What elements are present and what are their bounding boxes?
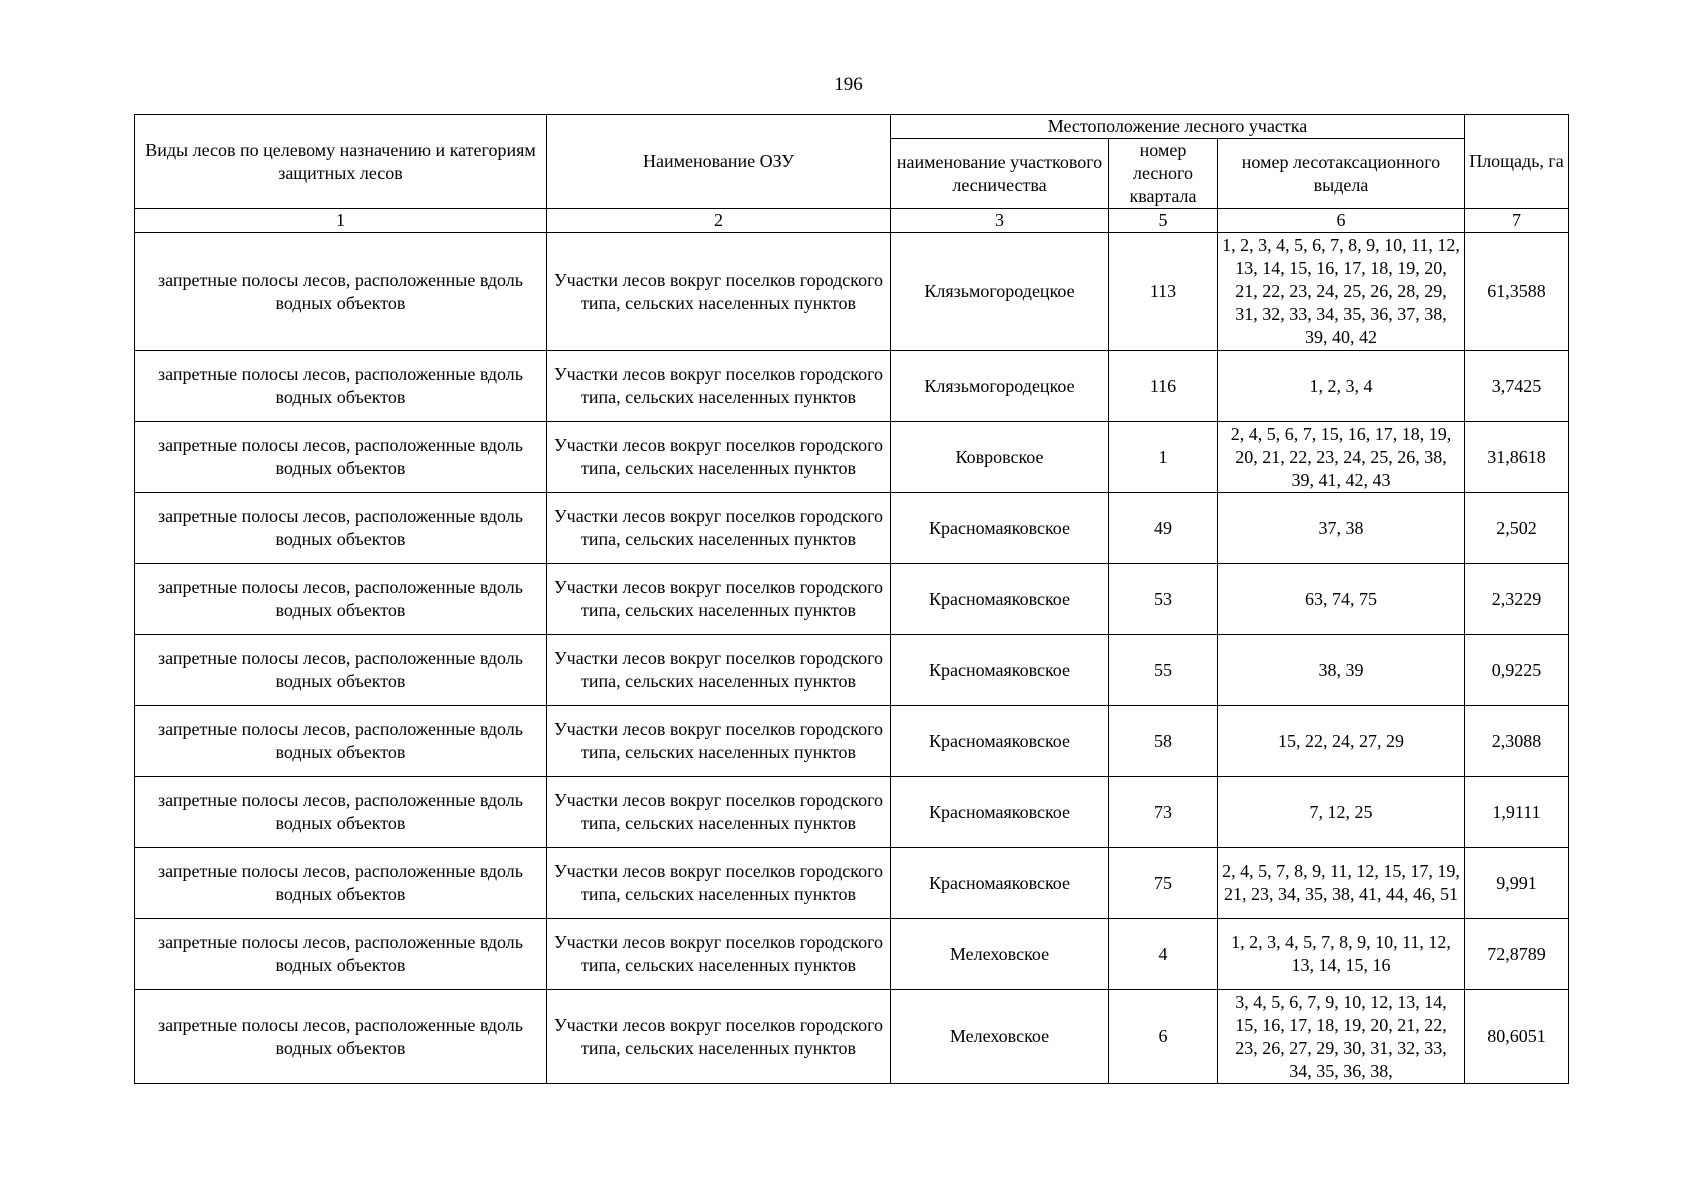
ozu-name-cell: Участки лесов вокруг поселков городского типа, сельских населенных пунктов <box>547 990 891 1084</box>
forestry-cell: Красномаяковское <box>891 848 1109 919</box>
allotments-cell: 1, 2, 3, 4, 5, 6, 7, 8, 9, 10, 11, 12, 13, 14, 15, 16, 17, 18, 19, 20, 21, 22, 23, 24, 25, 26, 28, 29, 31, 32, 33, 34, 35, 36, 37, 38, 39, 40, 42 <box>1218 233 1465 351</box>
forestry-cell: Красномаяковское <box>891 777 1109 848</box>
header-ozu-name: Наименование ОЗУ <box>547 115 891 209</box>
allotments-cell: 1, 2, 3, 4, 5, 7, 8, 9, 10, 11, 12, 13, 14, 15, 16 <box>1218 919 1465 990</box>
ozu-name-cell: Участки лесов вокруг поселков городского типа, сельских населенных пунктов <box>547 706 891 777</box>
column-number: 3 <box>891 209 1109 233</box>
page-number: 196 <box>834 74 863 95</box>
forest-kind-cell: запретные полосы лесов, расположенные вдоль водных объектов <box>135 351 547 422</box>
table-row <box>135 233 1569 351</box>
ozu-name-cell: Участки лесов вокруг поселков городского типа, сельских населенных пунктов <box>547 351 891 422</box>
forest-kind-cell: запретные полосы лесов, расположенные вдоль водных объектов <box>135 990 547 1084</box>
table-row <box>135 351 1569 422</box>
forest-kind-cell: запретные полосы лесов, расположенные вдоль водных объектов <box>135 777 547 848</box>
allotments-cell: 1, 2, 3, 4 <box>1218 351 1465 422</box>
column-number: 6 <box>1218 209 1465 233</box>
forest-kind-cell: запретные полосы лесов, расположенные вдоль водных объектов <box>135 848 547 919</box>
area-cell: 9,991 <box>1465 848 1569 919</box>
allotments-cell: 3, 4, 5, 6, 7, 9, 10, 12, 13, 14, 15, 16, 17, 18, 19, 20, 21, 22, 23, 26, 27, 29, 30, 31, 32, 33, 34, 35, 36, 38, <box>1218 990 1465 1084</box>
table-row <box>135 706 1569 777</box>
forestry-cell: Клязьмогородецкое <box>891 233 1109 351</box>
forestry-cell: Красномаяковское <box>891 564 1109 635</box>
header-area: Площадь, га <box>1465 115 1569 209</box>
quarter-cell: 53 <box>1109 564 1218 635</box>
header-location-group: Местоположение лесного участка <box>891 115 1465 139</box>
ozu-name-cell: Участки лесов вокруг поселков городского типа, сельских населенных пунктов <box>547 777 891 848</box>
area-cell: 0,9225 <box>1465 635 1569 706</box>
header-forestry-name: наименование участкового лесничества <box>891 139 1109 209</box>
allotments-cell: 63, 74, 75 <box>1218 564 1465 635</box>
ozu-name-cell: Участки лесов вокруг поселков городского типа, сельских населенных пунктов <box>547 564 891 635</box>
table-row <box>135 990 1569 1084</box>
header-forest-kind: Виды лесов по целевому назначению и категориям защитных лесов <box>135 115 547 209</box>
quarter-cell: 4 <box>1109 919 1218 990</box>
table-row <box>135 564 1569 635</box>
table-row <box>135 919 1569 990</box>
table-row <box>135 493 1569 564</box>
quarter-cell: 113 <box>1109 233 1218 351</box>
quarter-cell: 75 <box>1109 848 1218 919</box>
table-row <box>135 777 1569 848</box>
quarter-cell: 6 <box>1109 990 1218 1084</box>
ozu-name-cell: Участки лесов вокруг поселков городского типа, сельских населенных пунктов <box>547 635 891 706</box>
forest-kind-cell: запретные полосы лесов, расположенные вдоль водных объектов <box>135 919 547 990</box>
forestry-cell: Мелеховское <box>891 990 1109 1084</box>
column-number-row <box>135 209 1569 233</box>
forestry-cell: Мелеховское <box>891 919 1109 990</box>
allotments-cell: 38, 39 <box>1218 635 1465 706</box>
area-cell: 2,3088 <box>1465 706 1569 777</box>
column-number: 7 <box>1465 209 1569 233</box>
table-header <box>135 115 1569 233</box>
allotments-cell: 2, 4, 5, 6, 7, 15, 16, 17, 18, 19, 20, 21, 22, 23, 24, 25, 26, 38, 39, 41, 42, 43 <box>1218 422 1465 493</box>
forest-kind-cell: запретные полосы лесов, расположенные вдоль водных объектов <box>135 706 547 777</box>
forestry-cell: Ковровское <box>891 422 1109 493</box>
area-cell: 61,3588 <box>1465 233 1569 351</box>
area-cell: 80,6051 <box>1465 990 1569 1084</box>
ozu-name-cell: Участки лесов вокруг поселков городского типа, сельских населенных пунктов <box>547 233 891 351</box>
forest-kind-cell: запретные полосы лесов, расположенные вдоль водных объектов <box>135 635 547 706</box>
allotments-cell: 7, 12, 25 <box>1218 777 1465 848</box>
column-number: 5 <box>1109 209 1218 233</box>
ozu-name-cell: Участки лесов вокруг поселков городского типа, сельских населенных пунктов <box>547 848 891 919</box>
quarter-cell: 49 <box>1109 493 1218 564</box>
area-cell: 31,8618 <box>1465 422 1569 493</box>
forestry-cell: Красномаяковское <box>891 635 1109 706</box>
header-allotment-number: номер лесотаксационного выдела <box>1218 139 1465 209</box>
allotments-cell: 37, 38 <box>1218 493 1465 564</box>
forestry-cell: Клязьмогородецкое <box>891 351 1109 422</box>
ozu-name-cell: Участки лесов вокруг поселков городского типа, сельских населенных пунктов <box>547 919 891 990</box>
forest-kind-cell: запретные полосы лесов, расположенные вдоль водных объектов <box>135 564 547 635</box>
forestry-cell: Красномаяковское <box>891 493 1109 564</box>
area-cell: 2,3229 <box>1465 564 1569 635</box>
forest-kind-cell: запретные полосы лесов, расположенные вдоль водных объектов <box>135 493 547 564</box>
area-cell: 72,8789 <box>1465 919 1569 990</box>
forest-kind-cell: запретные полосы лесов, расположенные вдоль водных объектов <box>135 422 547 493</box>
quarter-cell: 73 <box>1109 777 1218 848</box>
forestry-cell: Красномаяковское <box>891 706 1109 777</box>
table-row <box>135 848 1569 919</box>
quarter-cell: 1 <box>1109 422 1218 493</box>
area-cell: 2,502 <box>1465 493 1569 564</box>
ozu-name-cell: Участки лесов вокруг поселков городского типа, сельских населенных пунктов <box>547 493 891 564</box>
forest-kind-cell: запретные полосы лесов, расположенные вдоль водных объектов <box>135 233 547 351</box>
quarter-cell: 55 <box>1109 635 1218 706</box>
forest-plots-table <box>134 114 1569 1084</box>
column-number: 2 <box>547 209 891 233</box>
ozu-name-cell: Участки лесов вокруг поселков городского типа, сельских населенных пунктов <box>547 422 891 493</box>
allotments-cell: 15, 22, 24, 27, 29 <box>1218 706 1465 777</box>
allotments-cell: 2, 4, 5, 7, 8, 9, 11, 12, 15, 17, 19, 21, 23, 34, 35, 38, 41, 44, 46, 51 <box>1218 848 1465 919</box>
header-quarter-number: номер лесного квартала <box>1109 139 1218 209</box>
area-cell: 1,9111 <box>1465 777 1569 848</box>
table-row <box>135 635 1569 706</box>
quarter-cell: 58 <box>1109 706 1218 777</box>
column-number: 1 <box>135 209 547 233</box>
table-row <box>135 422 1569 493</box>
quarter-cell: 116 <box>1109 351 1218 422</box>
area-cell: 3,7425 <box>1465 351 1569 422</box>
